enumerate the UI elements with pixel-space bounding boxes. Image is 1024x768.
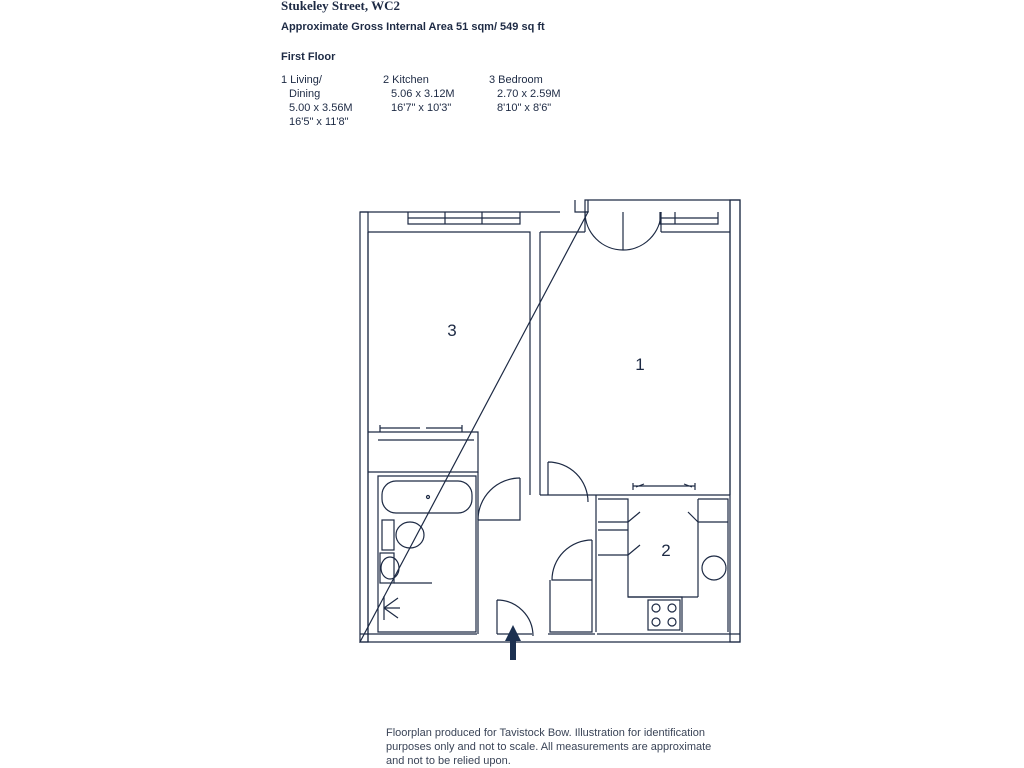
bathroom: [378, 476, 520, 632]
room-label-1: 1: [635, 355, 645, 374]
room-imperial: 16'5" x 11'8": [289, 116, 349, 128]
room-name: 1 Living/: [281, 74, 322, 86]
page-title: Stukeley Street, WC2: [281, 0, 401, 13]
room-label-2: 2: [661, 541, 671, 560]
disclaimer-line: and not to be relied upon.: [386, 755, 511, 767]
room-metric: 5.00 x 3.56M: [289, 102, 353, 114]
room-name-cont: Dining: [289, 88, 321, 100]
disclaimer-line: Floorplan produced for Tavistock Bow. Illustration for identification: [386, 727, 705, 739]
hallway: [478, 462, 596, 636]
wardrobe: [368, 425, 478, 495]
french-door: [540, 212, 730, 495]
room-name: 3 Bedroom: [489, 74, 543, 86]
disclaimer: [386, 726, 746, 768]
room-imperial: 16'7" x 10'3": [391, 102, 452, 114]
room-imperial: 8'10" x 8'6": [497, 102, 552, 114]
gross-internal-area: Approximate Gross Internal Area 51 sqm/ 549 sq ft: [281, 21, 545, 33]
disclaimer-line: purposes only and not to scale. All measurements are approximate: [386, 741, 712, 753]
room-label-3: 3: [447, 321, 457, 340]
floor-label: First Floor: [281, 51, 336, 63]
room-name: 2 Kitchen: [383, 74, 429, 86]
outer-wall: [360, 200, 740, 642]
room-metric: 5.06 x 3.12M: [391, 88, 455, 100]
room-metric: 2.70 x 2.59M: [497, 88, 561, 100]
